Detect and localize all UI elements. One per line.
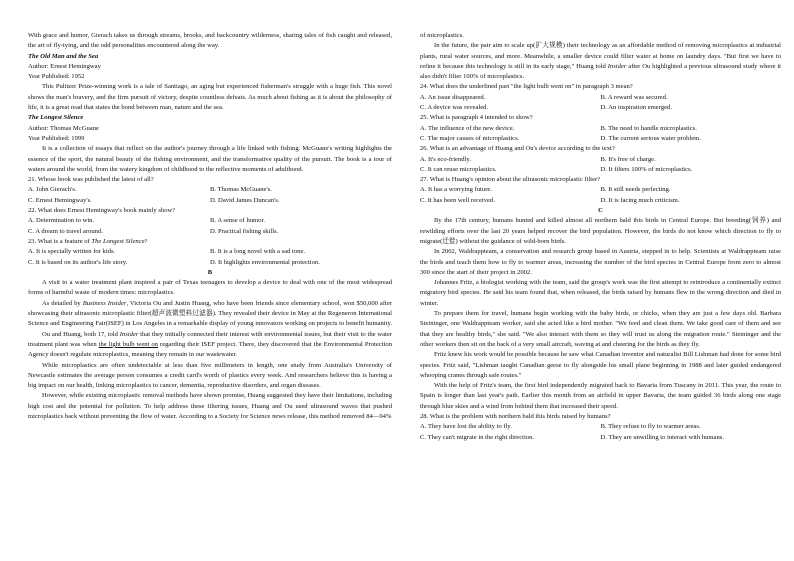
option: D. It highlights environmental protection. [210,258,320,266]
left-column [28,31,392,422]
source-name: Business Insider [82,299,127,307]
q22-options-row1 [28,216,392,226]
option: A. John Gierach's. [28,186,77,194]
option: B. It's free of charge. [600,155,656,163]
q23-text: 23. What is a feature of [28,237,92,245]
option: D. It filters 100% of microplastics. [600,165,693,173]
option: A. The influence of the new device. [420,124,515,132]
text: that they initially connected their interest with environmental issues, but their visit to the water treatment plant was when [28,330,392,348]
book3-author: Author: Thomas McGuane [28,124,99,132]
book2-description: This Pulitzer Prize-winning work is a tale of Santiago, an aging but experienced fisherman's struggle with a huge fish. This novel shows the man's bravery, and the firm pursuit of victory, despite countless defeats. As much about fishing as it is about the philosophy of life, it is a great read that states the bond between man, nature and the sea. [28,83,392,112]
book2-title: The Old Man and the Sea [28,52,99,60]
passage-b-paragraph-1: A visit to a water treatment plant inspired a pair of Texas teenagers to develop a device to deal with one of the most widespread forms of harmful waste of modern times: microplastics. [28,279,392,297]
q28-options-row1 [420,422,781,432]
text: regarding their ISEF project. There, they discovered that the Environmental Protection Agency doesn't regulate microplastics, meaning they remain in our wastewater. [28,340,392,359]
q24-options-row2 [420,103,781,113]
option: D. They are unwilling to interact with humans. [600,433,724,441]
option: A. It has a worrying future. [420,186,492,194]
question-23 [28,237,392,247]
option: B. Thomas McGuane's. [210,186,272,194]
option: C. Ernest Hemingway's. [28,196,92,204]
passage-b-paragraph-3 [28,330,392,361]
option: A. An issue disappeared. [420,93,486,101]
q25-options-row2 [420,134,781,144]
source-name: Insider [607,62,627,70]
option: C. It has been well received. [420,196,495,204]
q23-mark: ? [144,237,148,245]
source-name: Insider [119,330,139,338]
section-c-heading: C [598,207,603,215]
underlined-phrase: the light bulb went on [98,340,158,348]
option: C. A device was revealed. [420,104,489,112]
text: after Ou highlighted a previous ultrasound study where it also didn't filter 100% of microplastics. [420,62,781,81]
option: D. An inspiration emerged. [600,104,672,112]
q24-options-row1 [420,93,781,103]
q21-options-row2 [28,196,392,206]
option: B. A reward was secured. [600,93,668,101]
passage-c-paragraph-2: In 2002, Waldrappteam, a conservation and research group based in Austria, stepped in to help. Scientists at Waldrappteam raise the birds and teach them how to fly to warmer areas, increasing the number of the bird species in Central Europe from zero to almost 300 since the start of their project in 2002. [420,248,781,276]
option: A. It is specially written for kids. [28,248,116,256]
right-column [420,31,781,443]
option: A. Determination to win. [28,217,95,225]
option: B. A sense of humor. [210,217,265,225]
option: D. It is facing much criticism. [600,196,680,204]
passage-b-paragraph-6 [420,41,781,82]
passage-b-paragraph-2 [28,299,392,330]
passage-c-paragraph-1: By the 17th century, humans hunted and killed almost all northern bald ibis birds in Central Europe. But breeding(饲养) and rewilding efforts over the last 20 years helped recover the bird population. However, the birds do not know which direction to fly to migrate(迁徙) without the guidance of wild-born birds. [420,217,781,245]
option: C. They can't migrate in the right direction. [420,433,535,441]
q21-options-row1 [28,185,392,195]
passage-c-paragraph-3: Johannes Fritz, a biologist working with the team, said the group's work was the first attempt to reintroduce a continentally extinct migratory bird species. He said his team found that, when released, the birds raised by humans flew in the wrong direction and died in winter. [420,279,781,307]
q28-options-row2 [420,433,781,443]
q25-options-row1 [420,124,781,134]
question-27: 27. What is Huang's opinion about the ultrasonic microplastic filter? [420,176,601,184]
option: B. They refuse to fly to warmer areas. [600,423,701,431]
q23-book-title: The Longest Silence [91,237,145,245]
option: B. The need to handle microplastics. [600,124,697,132]
question-22: 22. What does Ernest Hemingway's book mainly show? [28,207,176,215]
q26-options-row2 [420,165,781,175]
option: D. David James Duncan's. [210,196,280,204]
book2-author: Author: Ernest Hemingway [28,62,101,70]
intro-paragraph: With grace and humor, Gierach takes us through streams, brooks, and backcountry wilderness, sharing tales of fish caught and released, the art of fly-tying, and the odd personalities encountered along the way. [28,32,392,50]
option: C. The major causes of microplastics. [420,134,520,142]
passage-b-paragraph-5: However, while existing microplastic removal methods have shown promise, Huang suggested they have their limitations, including high cost and the potential for pollution. To help address these filtering issues, Huang and Ou used ultrasound waves that pushed microplastics back without preventing the flow of water. According to a Society for Science news release, this method removed 84—94% [28,392,392,420]
passage-c-paragraph-5: Fritz knew his work would be possible because he saw what Canadian inventor and naturalist Bill Lishman had done for some bird species. Fritz said, "Lishman taught Canadian geese to fly alongside his small plane beginning in 1988 and later guided endangered whooping cranes through safe routes." [420,351,781,379]
option: C. It is based on its author's life story. [28,258,128,266]
text: , Victoria Ou and Justin Huang, who have been friends since elementary school, won $50,000 after showcasing their ultrasonic microplastic filter(超声波微塑料过滤器). They revealed their device in May at the Regeneron International Science and Engineering Fair(ISEF) in Los Angeles in a remarkable display of young innovators working on projects to benefit humanity. [28,299,392,328]
question-24: 24. What does the underlined part "the light bulb went on" in paragraph 3 mean? [420,83,633,91]
q27-options-row1 [420,185,781,195]
option: D. The current serious water problem. [600,134,701,142]
option: B. It is a long novel with a sad tone. [210,248,306,256]
text: In the future, the pair aim to scale up(扩大规模) their technology as an affordable method of removing microplastics at industrial plants, rural water sources, and more. Meanwhile, a smaller device could filter water at home on laundry days. "But first we have to refine it because this technology is still in its early stage," Huang told [420,42,781,70]
text: Ou and Huang, both 17, told [42,330,120,338]
question-21: 21. Whose book was published the latest of all? [28,176,154,184]
passage-c-paragraph-4: To prepare them for travel, humans begin working with the baby birds, or chicks, when they are just a few days old. Barbara Steininger, one Waldrappteam worker, said she acted like a bird mother. "We feed and clean them. We take good care of them and see that they are healthy birds," she said. "We also interact with them so they will trust us along the migration route." Steininger and the other workers then sit on the back of a very small aircraft, waving at and cheering for the birds as they fly. [420,310,781,348]
q23-options-row2 [28,258,392,268]
question-28: 28. What is the problem with northern bald ibis birds raised by humans? [420,412,611,420]
option: C. A dream to travel around. [28,227,103,235]
q23-options-row1 [28,247,392,257]
book2-year: Year Published: 1952 [28,73,85,81]
passage-b-continuation: of microplastics. [420,32,464,39]
passage-b-paragraph-4: While microplastics are often undetectable at less than five millimeters in length, one study from Australia's University of Newcastle estimates the average person consumes a credit card's worth of plastics every week. And researchers believe this is having a big impact on our health, linking microplastics to cancer, dementia, reproductive disorders, and organ diseases. [28,361,392,390]
book3-year: Year Published: 1999 [28,134,85,142]
option: A. It's eco-friendly. [420,155,471,163]
option: B. It still needs perfecting. [600,186,671,194]
question-26: 26. What is an advantage of Huang and Ou's device according to the text? [420,145,615,153]
section-b-heading: B [207,268,213,276]
option: D. Practical fishing skills. [210,227,279,235]
book3-title: The Longest Silence [28,114,84,122]
q26-options-row1 [420,155,781,165]
q22-options-row2 [28,227,392,237]
book3-description: It is a collection of essays that reflect on the author's journey through a life linked with fishing. McGuane's writing highlights the essence of the sport, the natural beauty of the fishing environment, and the transformative quality of the pursuit. The book is a tour of waters around the world, from the watery kingdom of childhood to the reflective moments of adulthood. [28,145,392,173]
option: A. They have lost the ability to fly. [420,423,512,431]
q27-options-row2 [420,196,781,206]
question-25: 25. What is paragraph 4 intended to show? [420,114,533,122]
option: C. It can reuse microplastics. [420,165,497,173]
passage-c-paragraph-6: With the help of Fritz's team, the first bird independently migrated back to Bavaria from Tuscany in 2011. This year, the route to Spain is longer than last year's path. Earlier this month from an airfield in upper Bavaria, the team guided 36 birds along one stage through blue skies and a wind from behind them that increased their speed. [420,382,781,410]
text: As detailed by [42,299,83,307]
